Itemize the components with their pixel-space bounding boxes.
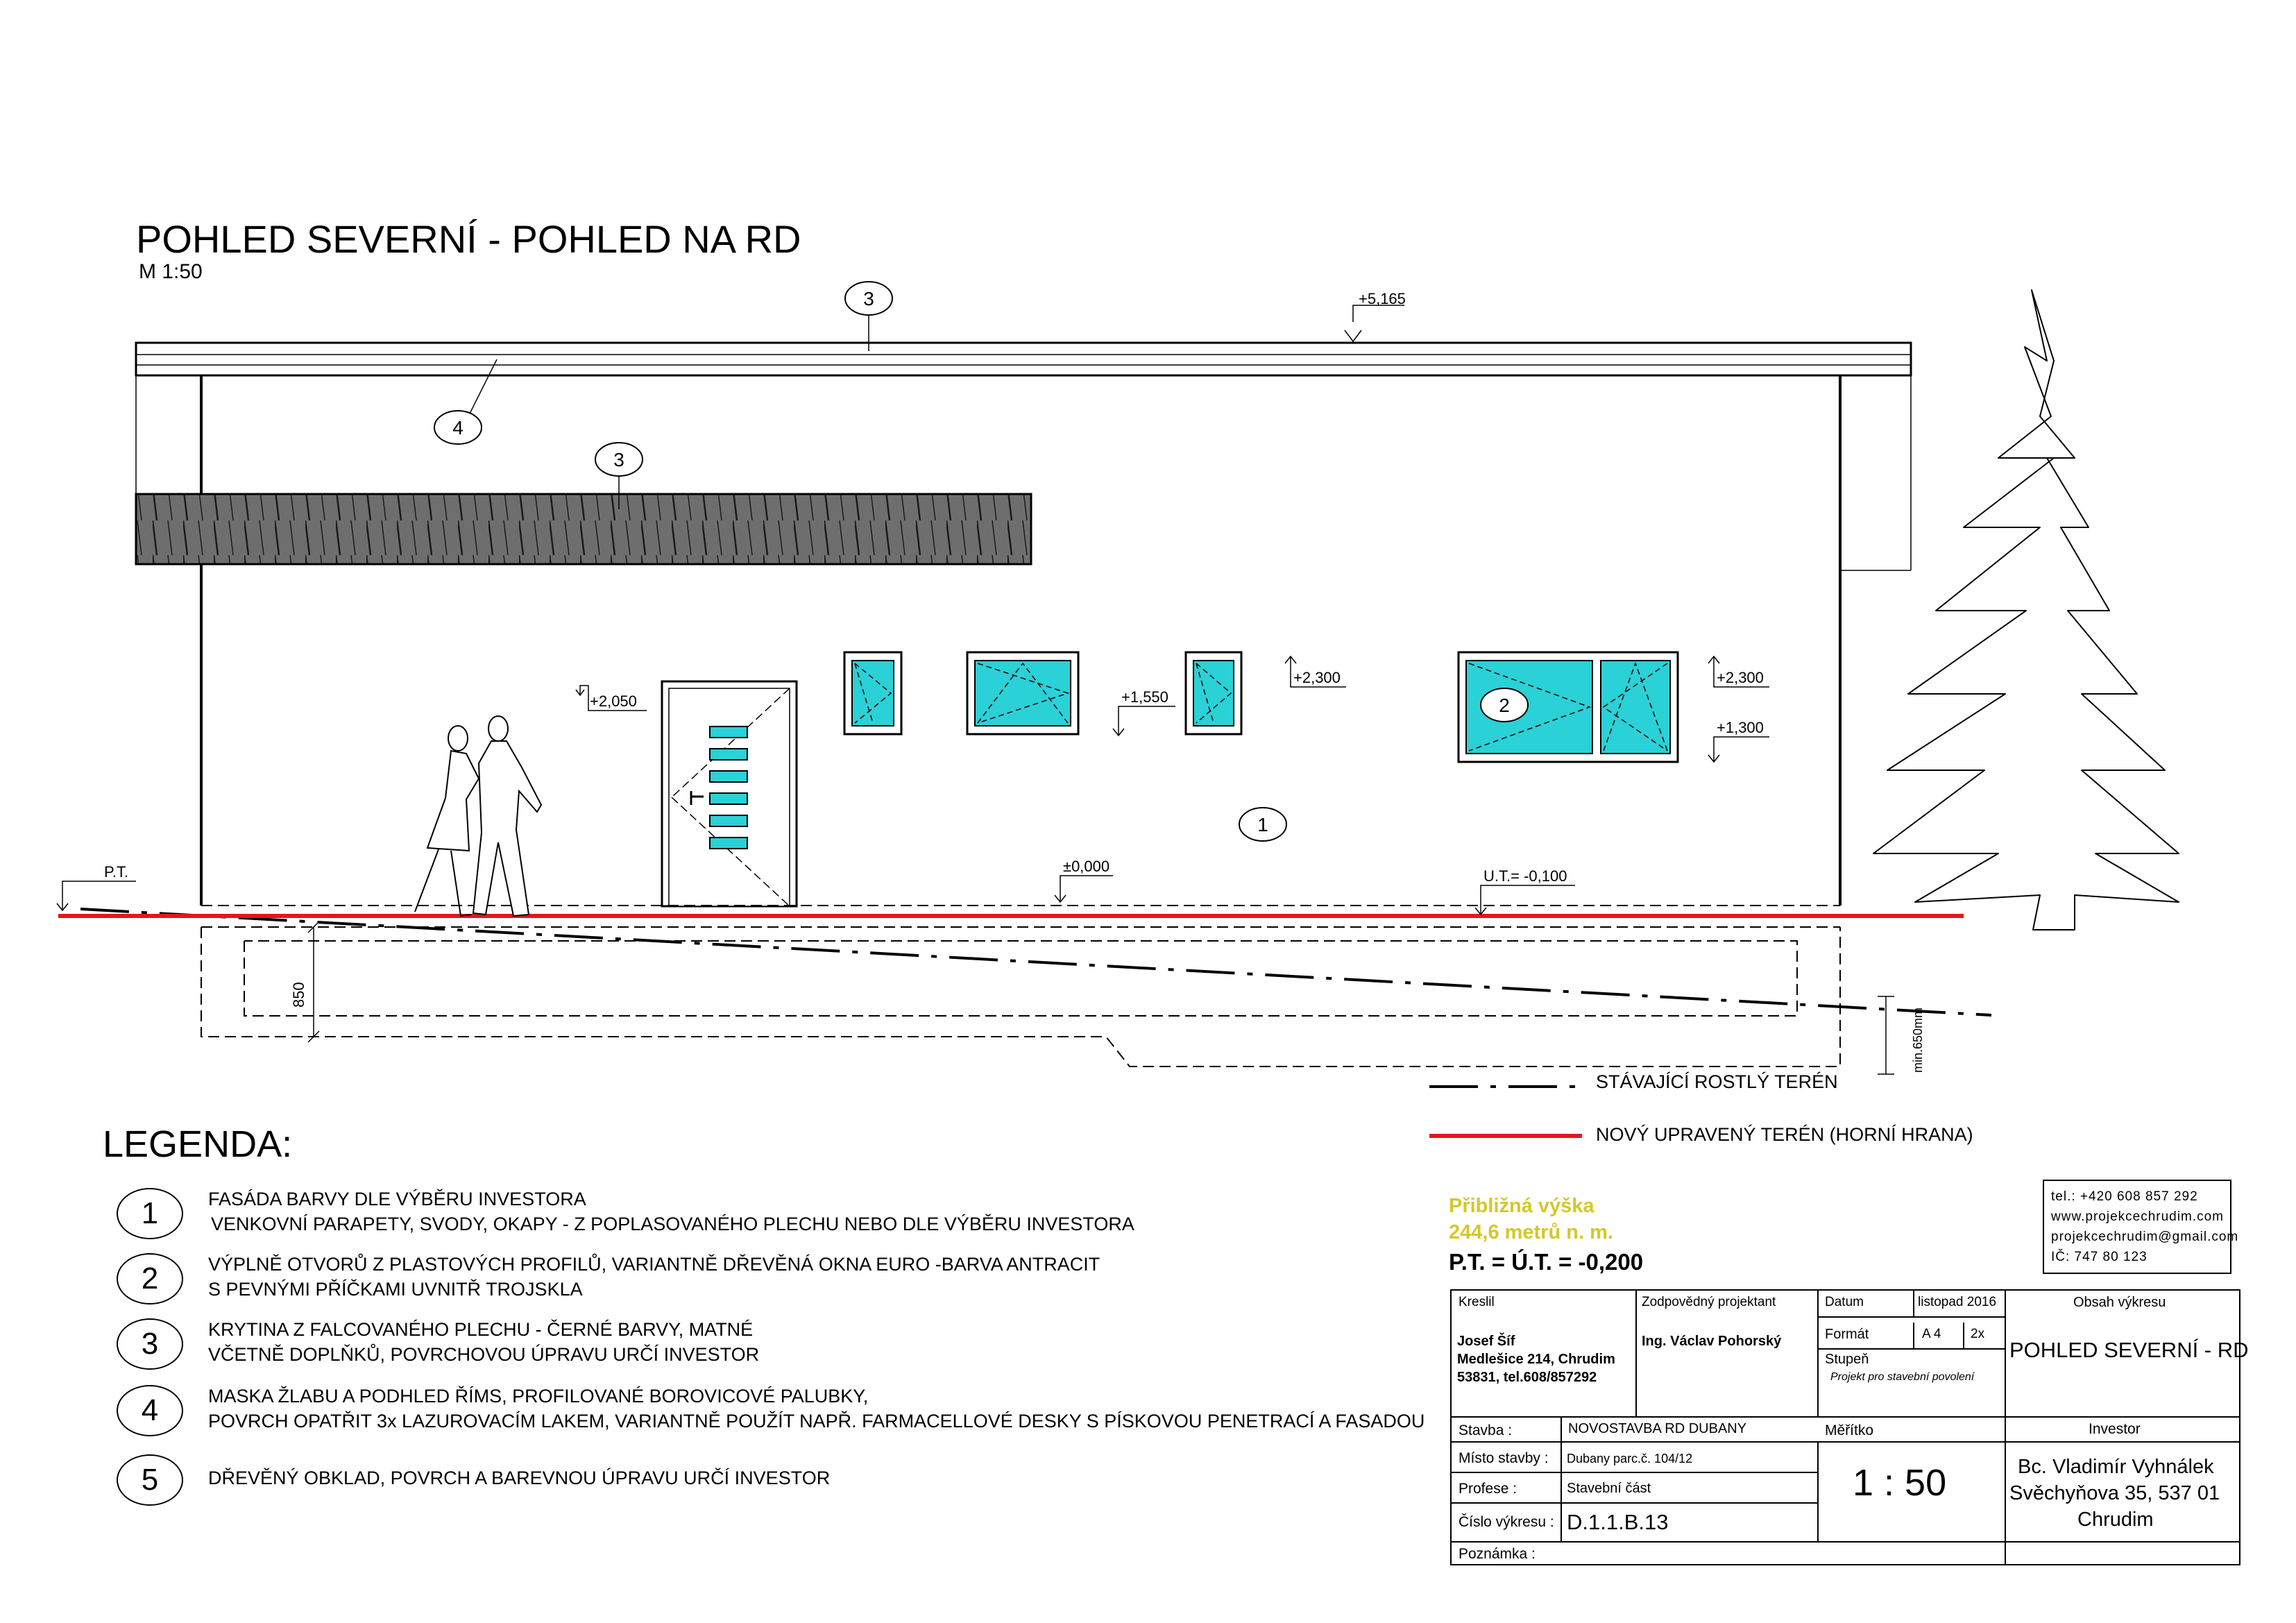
level-pt: P.T. xyxy=(104,863,129,881)
tb-kreslil-name: Josef Šíf xyxy=(1457,1334,1515,1349)
tb-meritko-value: 1 : 50 xyxy=(1853,1462,1947,1504)
tb-datum-label: Datum xyxy=(1825,1295,1864,1309)
tb-format-value: A 4 xyxy=(1922,1327,1941,1341)
marker-3-canopy: 3 xyxy=(613,449,624,470)
foundation-outline xyxy=(201,906,1840,1067)
spruce-tree xyxy=(1873,290,2179,930)
height-note-value: 244,6 metrů n. m. xyxy=(1449,1221,1613,1243)
canopy-roof xyxy=(136,494,1031,564)
contact-box xyxy=(2043,1180,2239,1274)
tb-misto-label: Místo stavby : xyxy=(1459,1450,1549,1466)
legend-number: 2 xyxy=(117,1253,183,1305)
legend-text xyxy=(208,1187,1134,1237)
level-ut: U.T.= -0,100 xyxy=(1483,867,1567,885)
tb-poznamka-label: Poznámka : xyxy=(1459,1546,1536,1562)
tb-stupen-label: Stupeň xyxy=(1825,1352,1869,1367)
legend-title: LEGENDA: xyxy=(103,1123,293,1165)
tb-obsah-label: Obsah výkresu xyxy=(2073,1295,2166,1310)
level-door: +2,050 xyxy=(590,692,637,710)
drawing-scale: M 1:50 xyxy=(139,260,203,283)
marker-2: 2 xyxy=(1499,695,1510,716)
people-silhouette xyxy=(415,716,541,916)
contact-email: projekcechrudim@gmail.com xyxy=(2051,1230,2239,1244)
tb-investor-addr: Svěchyňova 35, 537 01 xyxy=(2009,1482,2220,1504)
tb-profese-value: Stavební část xyxy=(1567,1481,1651,1496)
tb-stavba-label: Stavba : xyxy=(1459,1422,1513,1438)
tb-stupen-value: Projekt pro stavební povolení xyxy=(1830,1371,1975,1383)
level-sill: +1,550 xyxy=(1121,688,1168,706)
legend-text xyxy=(208,1317,759,1367)
legend-number: 4 xyxy=(117,1385,183,1436)
legend-line: KRYTINA Z FALCOVANÉHO PLECHU - ČERNÉ BARVY, MATNÉ xyxy=(208,1319,754,1340)
dim-850-label: 850 xyxy=(290,982,307,1008)
house-wall xyxy=(136,375,1911,906)
legend-text xyxy=(208,1252,1100,1302)
roof-fascia xyxy=(136,343,1911,375)
tb-datum-value: listopad 2016 xyxy=(1918,1295,1997,1309)
tb-obsah-value: POHLED SEVERNÍ - RD xyxy=(2009,1338,2249,1362)
level-symbols xyxy=(57,305,1769,915)
legend-line: VENKOVNÍ PARAPETY, SVODY, OKAPY - Z POPLASOVANÉHO PLECHU NEBO DLE VÝBĚRU INVESTORA xyxy=(211,1214,1134,1234)
legend-line: FASÁDA BARVY DLE VÝBĚRU INVESTORA xyxy=(208,1189,586,1209)
tb-meritko-label: Měřítko xyxy=(1825,1422,1874,1438)
tb-misto-value: Dubany parc.č. 104/12 xyxy=(1567,1452,1693,1465)
level-top: +5,165 xyxy=(1359,290,1406,307)
contact-ic: IČ: 747 80 123 xyxy=(2051,1250,2148,1264)
level-head-right: +2,300 xyxy=(1717,669,1764,686)
dim-min-label: min.650mm xyxy=(1911,1007,1925,1073)
title-block xyxy=(1450,1289,2249,1567)
existing-terrain-label: STÁVAJÍCÍ ROSTLÝ TERÉN xyxy=(1596,1071,1838,1092)
existing-terrain-legend-line xyxy=(1429,1080,1582,1094)
new-terrain-legend-line xyxy=(1429,1134,1582,1138)
tb-format-count: 2x xyxy=(1971,1327,1985,1341)
tb-zodp-label: Zodpovědný projektant xyxy=(1642,1295,1776,1309)
contact-web: www.projekcechrudim.com xyxy=(2051,1209,2224,1224)
pt-ut-note: P.T. = Ú.T. = -0,200 xyxy=(1449,1249,1644,1275)
legend-line: VČETNĚ DOPLŇKŮ, POVRCHOVOU ÚPRAVU URČÍ INVESTOR xyxy=(208,1344,760,1365)
existing-terrain-line xyxy=(80,909,1991,1015)
tb-investor-name: Bc. Vladimír Vyhnálek xyxy=(2018,1456,2214,1478)
drawing-title: POHLED SEVERNÍ - POHLED NA RD xyxy=(136,217,801,261)
legend-line: POVRCH OPATŘIT 3x LAZUROVACÍM LAKEM, VARIANTNĚ POUŽÍT NAPŘ. FARMACELLOVÉ DESKY S PÍSKOVOU PENETRACÍ A FASADOU xyxy=(208,1411,1425,1431)
window-medium xyxy=(967,652,1078,734)
tb-kreslil-label: Kreslil xyxy=(1459,1295,1495,1309)
legend-text xyxy=(208,1384,1425,1434)
tb-cislo-value: D.1.1.B.13 xyxy=(1567,1510,1669,1534)
legend-number: 3 xyxy=(117,1318,183,1370)
marker-1: 1 xyxy=(1257,814,1268,835)
tb-investor-city: Chrudim xyxy=(2077,1509,2154,1531)
window-small-1 xyxy=(844,652,901,734)
dimension-850 xyxy=(308,921,319,1042)
marker-3-roof: 3 xyxy=(863,288,874,309)
legend-line: DŘEVĚNÝ OBKLAD, POVRCH A BAREVNOU ÚPRAVU URČÍ INVESTOR xyxy=(208,1468,831,1488)
level-zero: ±0,000 xyxy=(1063,858,1110,875)
level-head-mid: +2,300 xyxy=(1293,669,1341,686)
tb-kreslil-addr1: Medlešice 214, Chrudim xyxy=(1457,1352,1615,1367)
tb-format-label: Formát xyxy=(1825,1327,1869,1342)
marker-4: 4 xyxy=(452,417,464,439)
legend-number: 1 xyxy=(117,1188,183,1239)
tb-stavba-value: NOVOSTAVBA RD DUBANY xyxy=(1568,1421,1747,1436)
legend-line: MASKA ŽLABU A PODHLED ŘÍMS, PROFILOVANÉ BOROVICOVÉ PALUBKY, xyxy=(208,1386,869,1407)
tb-zodp-name: Ing. Václav Pohorský xyxy=(1642,1334,1782,1349)
tb-investor-label: Investor xyxy=(2089,1421,2141,1437)
contact-tel: tel.: +420 608 857 292 xyxy=(2051,1189,2198,1204)
entrance-door xyxy=(662,681,797,906)
tb-kreslil-addr2: 53831, tel.608/857292 xyxy=(1457,1370,1597,1385)
tb-profese-label: Profese : xyxy=(1459,1481,1517,1497)
level-sill-right: +1,300 xyxy=(1717,719,1764,736)
tb-cislo-label: Číslo výkresu : xyxy=(1459,1514,1554,1530)
legend-number: 5 xyxy=(117,1454,183,1506)
legend-line: VÝPLNĚ OTVORŮ Z PLASTOVÝCH PROFILŮ, VARIANTNĚ DŘEVĚNÁ OKNA EURO -BARVA ANTRACIT xyxy=(208,1254,1100,1275)
legend-text xyxy=(208,1465,830,1490)
new-terrain-label: NOVÝ UPRAVENÝ TERÉN (HORNÍ HRANA) xyxy=(1596,1124,1973,1145)
legend-line: S PEVNÝMI PŘÍČKAMI UVNITŘ TROJSKLA xyxy=(208,1279,583,1300)
window-small-2 xyxy=(1186,652,1241,734)
height-note-label: Přibližná výška xyxy=(1449,1195,1595,1217)
